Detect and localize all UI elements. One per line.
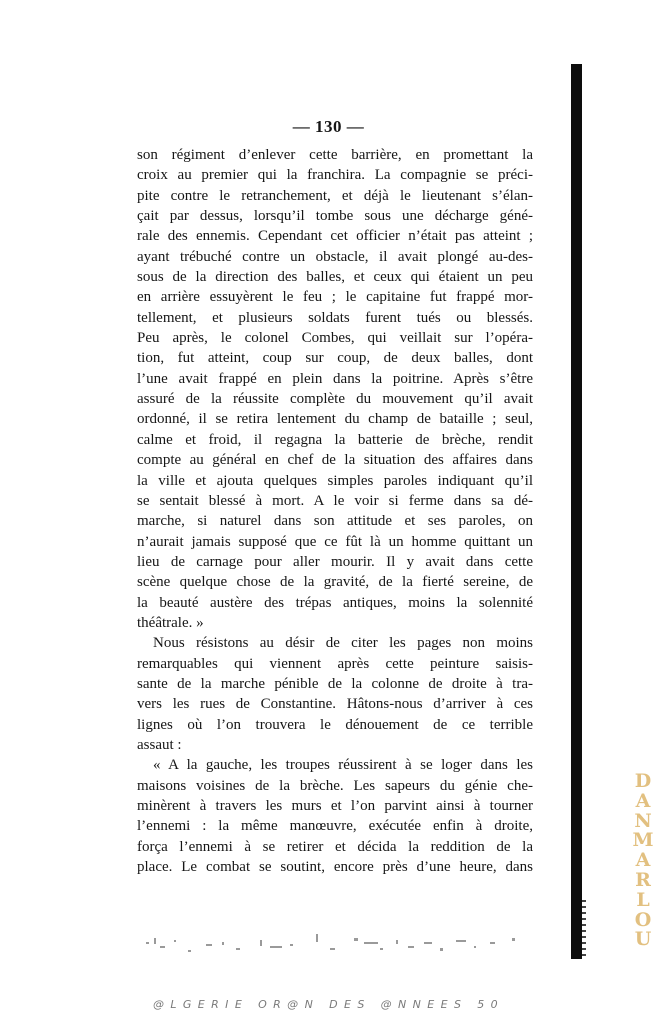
text-line: ordonné, il se retira lentement du champ de bataille ; seul, xyxy=(137,411,533,428)
text-line: croix au premier qui la franchira. La compagnie se préci- xyxy=(137,167,533,184)
text-line: remarquables qui viennent après cette peinture saisis- xyxy=(137,655,533,672)
text-line: « A la gauche, les troupes réussirent à se loger dans les xyxy=(153,757,533,774)
text-line: théâtrale. » xyxy=(137,614,204,631)
text-line: calme et froid, il regagna la batterie de brèche, rendit xyxy=(137,431,533,448)
text-line: marche, si naturel dans son attitude et ses paroles, on xyxy=(137,513,533,530)
text-line: força l’ennemi à se retirer et décida la reddition de la xyxy=(137,838,533,855)
text-line: n’aurait jamais supposé que ce fût là un homme quittant un xyxy=(137,533,533,550)
text-line: scène quelque chose de la gravité, de la fierté sereine, de xyxy=(137,574,533,591)
text-line: Peu après, le colonel Combes, qui veillait sur l’opéra- xyxy=(137,330,533,347)
page-number: — 130 — xyxy=(292,117,365,136)
text-line: lieu de carnage pour aller mourir. Il y avait dans cette xyxy=(137,553,533,570)
text-line: minèrent à travers les murs et l’on parvint ainsi à tourner xyxy=(137,798,533,814)
text-line: çait par dessus, lorsqu’il tombe sous une décharge géné- xyxy=(137,208,533,225)
text-line: son régiment d’enlever cette barrière, en promettant la xyxy=(137,147,533,163)
text-line: la ville et ajouta quelques simples paroles indiquant qu’il xyxy=(137,472,533,489)
text-line: l’une avait frappé en plein dans la poitrine. Après s’être xyxy=(137,370,533,387)
text-line: maisons voisines de la brèche. Les sapeurs du génie che- xyxy=(137,777,533,794)
text-line: compte au général en chef de la situation des affaires dans xyxy=(137,452,533,469)
text-line: sous de la direction des balles, et ceux qui étaient un peu xyxy=(137,269,533,286)
text-line: Nous résistons au désir de citer les pages non moins xyxy=(153,635,533,652)
text-line: l’ennemi : la même manœuvre, exécutée enfin à droite, xyxy=(137,818,533,835)
text-line: la beauté austère des trépas antiques, moins la solennité xyxy=(137,594,533,611)
ink-bleed-through xyxy=(140,928,540,964)
text-line: lignes où l’on trouvera le dénouement de ce terrible xyxy=(137,716,533,733)
text-line: assuré de la réussite complète du mouvement qu’il avait xyxy=(137,391,533,408)
text-line: en arrière essuyèrent le feu ; le capitaine fut frappé mor- xyxy=(137,289,533,306)
text-line: pite contre le retranchement, et déjà le lieutenant s’élan- xyxy=(137,187,533,204)
text-line: place. Le combat se soutint, encore près d’une heure, dans xyxy=(137,859,533,876)
text-line: rale des ennemis. Cependant cet officier n’était pas atteint ; xyxy=(137,228,533,245)
text-line: tion, fut atteint, coup sur coup, de deux balles, dont xyxy=(137,350,533,367)
text-line: se sentait blessé à mort. A le voir si ferme dans sa dé- xyxy=(137,492,533,509)
page-edge-specks xyxy=(582,900,586,960)
body-text xyxy=(137,145,533,877)
text-line: tellement, et plusieurs soldats furent tués ou blessés. xyxy=(137,309,533,326)
page-edge-shadow xyxy=(571,64,582,959)
watermark: DANMARLOU xyxy=(632,770,654,951)
text-line: sante de la marche pénible de la colonne de droite à tra- xyxy=(137,675,533,692)
text-line: vers les rues de Constantine. Hâtons-nous d’arriver à ces xyxy=(137,696,533,713)
text-line: assaut : xyxy=(137,736,182,753)
text-line: ayant trébuché contre un obstacle, il avait plongé au-des- xyxy=(137,248,533,265)
footer-caption: @LGERIE OR@N DES @NNEES 50 xyxy=(152,998,505,1011)
